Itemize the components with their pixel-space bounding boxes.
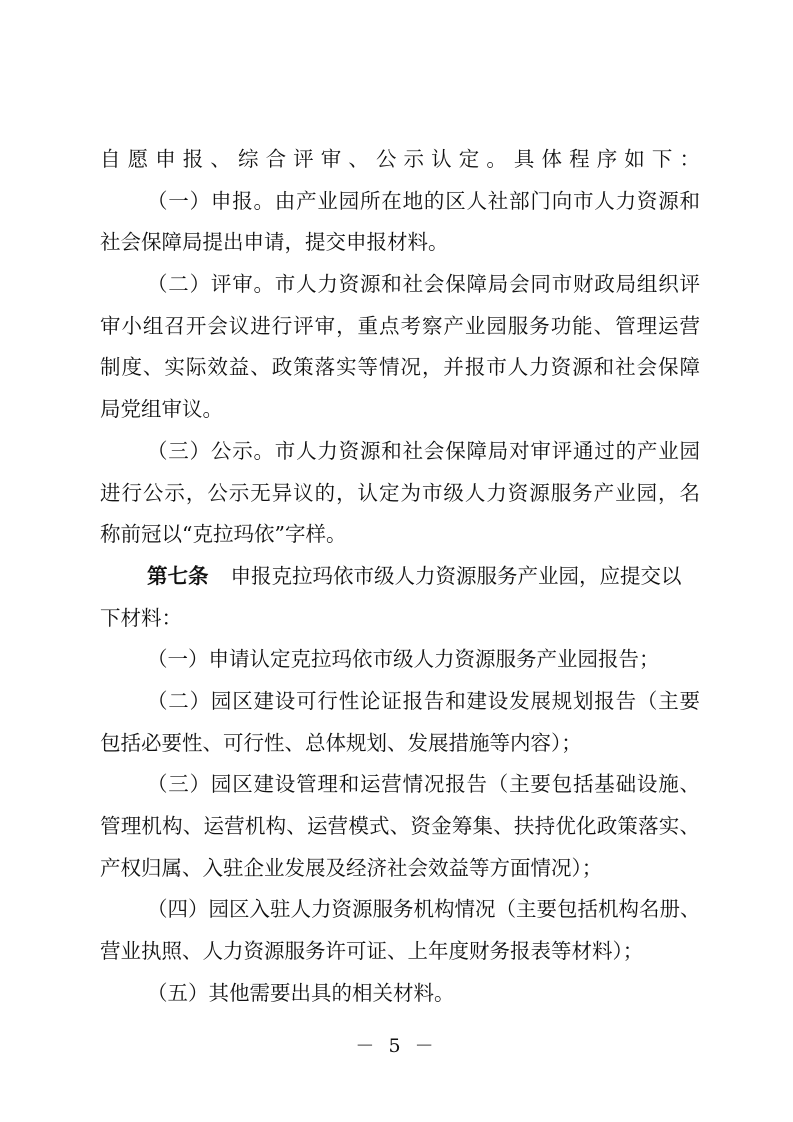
text-line: （三）园区建设管理和运营情况报告（主要包括基础设施、 <box>147 772 700 797</box>
text-line: 营业执照、人力资源服务许可证、上年度财务报表等材料）； <box>100 939 644 964</box>
page-number: － 5 － <box>355 1035 438 1057</box>
text-line: （三）公示。市人力资源和社会保障局对审评通过的产业园 <box>147 438 700 463</box>
text-line: 局党组审议。 <box>100 397 223 422</box>
article-label: 第七条 <box>147 563 209 588</box>
text-line: 制度、实际效益、政策落实等情况，并报市人力资源和社会保障 <box>100 355 700 380</box>
text-line: （二）评审。市人力资源和社会保障局会同市财政局组织评 <box>147 272 700 297</box>
text-line: 自愿申报、综合评审、公示认定。具体程序如下： <box>100 147 700 171</box>
text-line: 下材料： <box>100 605 182 630</box>
text-line: 申报克拉玛依市级人力资源服务产业园，应提交以 <box>230 563 682 588</box>
text-line: （二）园区建设可行性论证报告和建设发展规划报告（主要 <box>147 688 700 713</box>
text-line: （一）申报。由产业园所在地的区人社部门向市人力资源和 <box>147 188 700 213</box>
text-line: 进行公示，公示无异议的，认定为市级人力资源服务产业园，名 <box>100 480 700 505</box>
text-line: （四）园区入驻人力资源服务机构情况（主要包括机构名册、 <box>147 897 700 922</box>
text-line: 产权归属、入驻企业发展及经济社会效益等方面情况）； <box>100 855 603 880</box>
text-line: （五）其他需要出具的相关材料。 <box>147 980 455 1005</box>
text-line: 管理机构、运营机构、运营模式、资金筹集、扶持优化政策落实、 <box>100 814 700 838</box>
text-line: 称前冠以“克拉玛依”字样。 <box>100 522 347 547</box>
article-heading-line <box>100 556 700 598</box>
body-text <box>100 139 700 1014</box>
text-line: 审小组召开会议进行评审，重点考察产业园服务功能、管理运营 <box>100 313 700 338</box>
text-line: （一）申请认定克拉玛依市级人力资源服务产业园报告； <box>147 647 660 672</box>
text-line: 包括必要性、可行性、总体规划、发展措施等内容）； <box>100 730 582 755</box>
text-line: 社会保障局提出申请，提交申报材料。 <box>100 230 449 255</box>
